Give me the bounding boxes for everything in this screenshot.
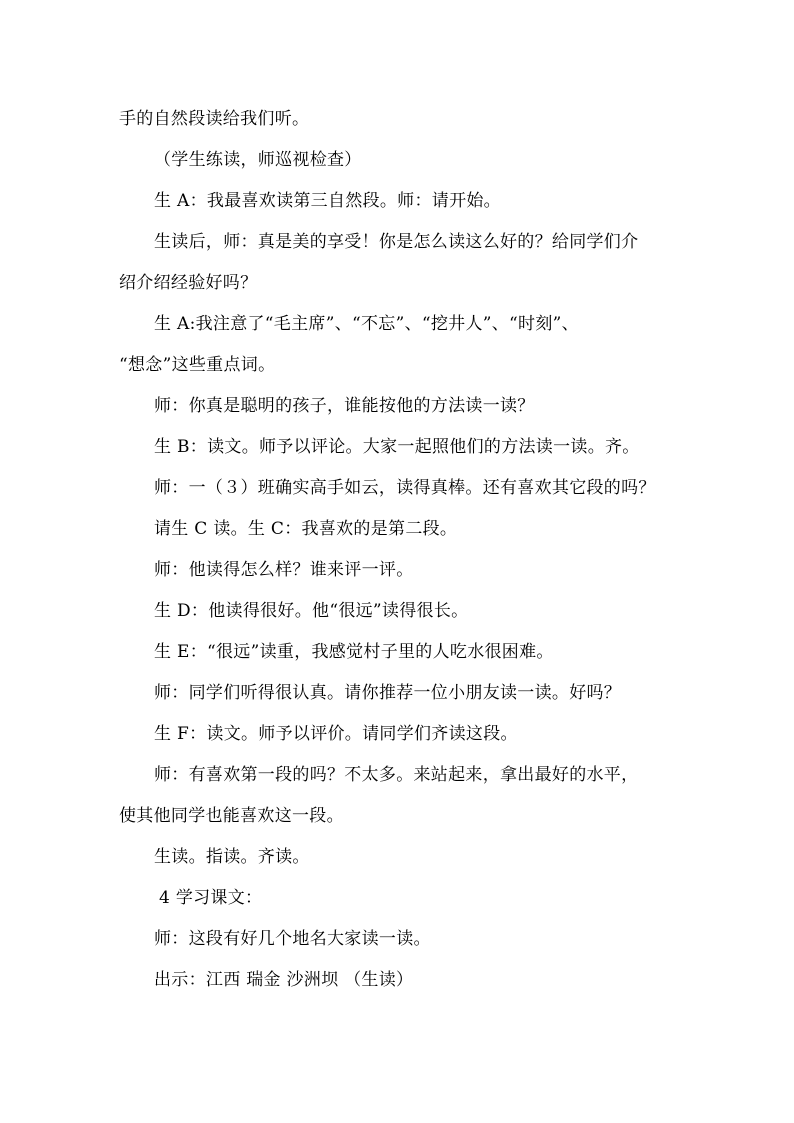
paragraph-line: 生读后，师：真是美的享受！你是怎么读这么好的？给同学们介 xyxy=(154,232,639,252)
paragraph-line: 生 F：读文。师予以评价。请同学们齐读这段。 xyxy=(154,724,518,744)
body-text xyxy=(119,99,679,1001)
paragraph-line: 生读。指读。齐读。 xyxy=(154,847,310,867)
paragraph-line: （学生练读，师巡视检查） xyxy=(154,150,362,170)
paragraph-line: 师：同学们听得很认真。请你推荐一位小朋友读一读。好吗？ xyxy=(154,683,622,703)
paragraph-line: 请生 C 读。生 C：我喜欢的是第二段。 xyxy=(154,519,458,539)
paragraph-line: 生 A:我注意了“毛主席”、“不忘”、“挖井人”、“时刻”、 xyxy=(154,314,579,334)
paragraph-line: 绍介绍经验好吗？ xyxy=(119,273,258,293)
paragraph-line: 生 E：“很远”读重，我感觉村子里的人吃水很困难。 xyxy=(154,642,554,662)
paragraph-line: 手的自然段读给我们听。 xyxy=(119,109,310,129)
paragraph-line: 师：有喜欢第一段的吗？不太多。来站起来，拿出最好的水平， xyxy=(154,765,639,785)
paragraph-line: 生 A：我最喜欢读第三自然段。师：请开始。 xyxy=(154,191,501,211)
paragraph-line: 生 B：读文。师予以评论。大家一起照他们的方法读一读。齐。 xyxy=(154,437,640,457)
paragraph-line: 出示：江西 瑞金 沙洲坝 （生读） xyxy=(154,970,414,990)
paragraph-line: 师：你真是聪明的孩子，谁能按他的方法读一读？ xyxy=(154,396,535,416)
section-heading: 4 学习课文： xyxy=(159,888,263,908)
paragraph-line: 师：他读得怎么样？谁来评一评。 xyxy=(154,560,414,580)
paragraph-line: 师：一（３）班确实高手如云，读得真棒。还有喜欢其它段的吗？ xyxy=(154,478,656,498)
paragraph-line: 使其他同学也能喜欢这一段。 xyxy=(119,806,344,826)
paragraph-line: “想念”这些重点词。 xyxy=(119,355,276,375)
paragraph-line: 生 D：他读得很好。他“很远”读得很长。 xyxy=(154,601,469,621)
paragraph-line: 师：这段有好几个地名大家读一读。 xyxy=(154,929,431,949)
